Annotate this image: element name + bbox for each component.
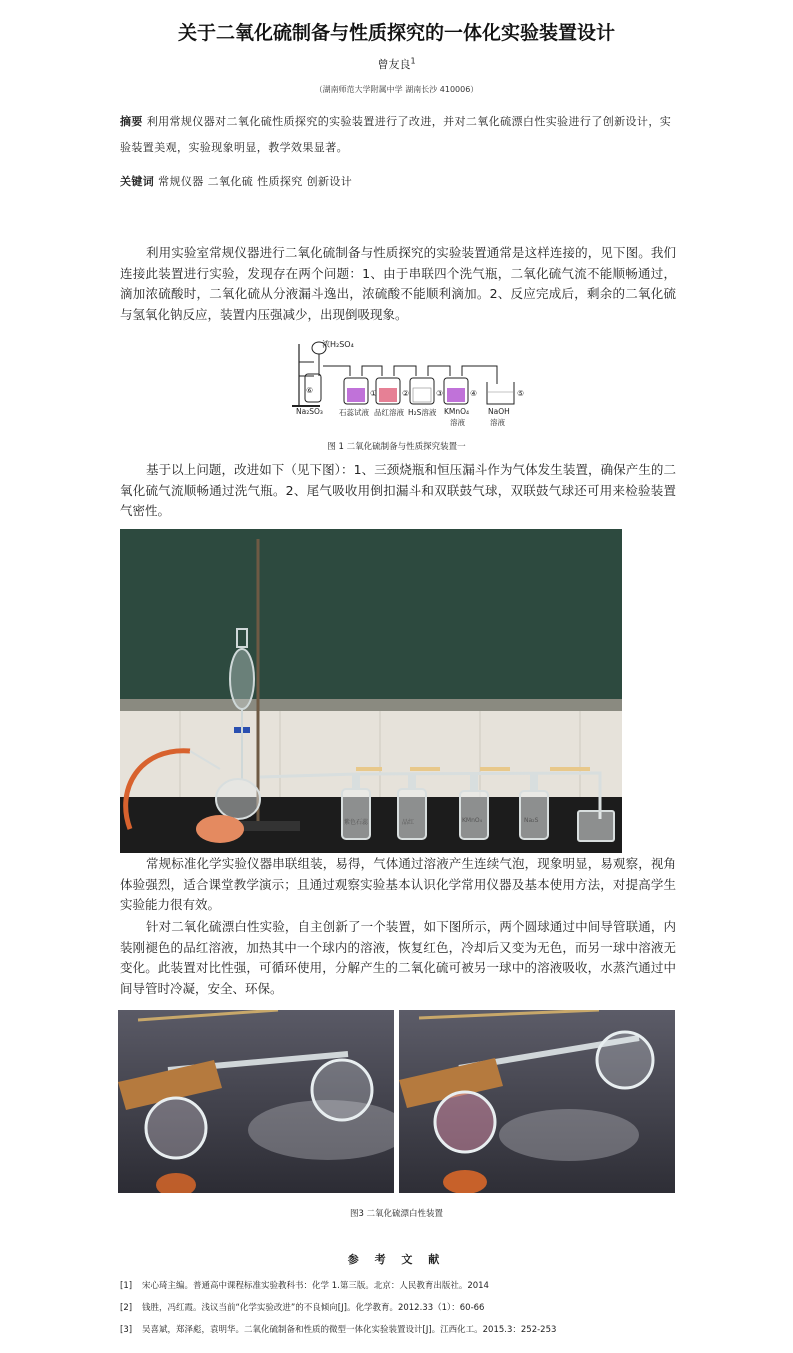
figure-3-photo-left	[118, 1010, 394, 1193]
paragraph-2: 基于以上问题，改进如下（见下图）：1、三颈烧瓶和恒压漏斗作为气体发生装置，确保产生的二氧化硫气流顺畅通过洗气瓶。2、尾气吸收用倒扣漏斗和双联鼓气球，双联鼓气球还可用来检验装置气密性。	[120, 462, 676, 518]
abstract-label: 摘要	[120, 115, 143, 128]
author-name: 曾友良	[377, 58, 411, 71]
keywords-text: 常规仪器 二氧化硫 性质探究 创新设计	[158, 175, 353, 188]
reference-2-number: [2]	[120, 1303, 133, 1313]
paragraph-1: 利用实验室常规仪器进行二氧化硫制备与性质探究的实验装置通常是这样连接的，见下图。我们连接此装置进行实验，发现存在两个问题：1、由于串联四个洗气瓶，二氧化硫气流不能顺畅通过，滴加浓硫酸时，二氧化硫从分液漏斗逸出，浓硫酸不能顺利滴加。2、反应完成后，剩余的二氧化硫与氢氧化钠反应，装置内压强减少，出现倒吸现象。	[120, 245, 676, 322]
reference-1	[120, 1279, 680, 1291]
figure-1-bottle-label-4b: 溶液	[450, 418, 465, 427]
figure-2-bottle-label-4: Na₂S	[524, 817, 539, 824]
reference-3-text: 吴喜斌，郑泽彪，袁明华。二氧化硫制备和性质的微型一体化实验装置设计[J]。江西化工。2015.3：252-253	[142, 1325, 557, 1335]
figure-1-number-2: ②	[402, 389, 410, 398]
figure-1-number-3: ③	[436, 389, 444, 398]
figure-2-bottle-label-1: 紫色石蕊	[344, 819, 369, 826]
figure-1-number-6: ⑥	[306, 386, 314, 395]
figure-1-bottle-label-5b: 溶液	[490, 418, 505, 427]
figure-1-bottle-label-3: H₂S溶液	[408, 408, 437, 417]
figure-2-bottle-label-2: 品红	[402, 819, 415, 826]
paper-title: 关于二氧化硫制备与性质探究的一体化实验装置设计	[177, 22, 615, 44]
figure-3-photo-right	[399, 1010, 675, 1193]
paragraph-4: 针对二氧化硫漂白性实验，自主创新了一个装置，如下图所示，两个圆球通过中间导管联通，内装刚褪色的品红溶液，加热其中一个球内的溶液，恢复红色，冷却后又变为无色，而另一球中溶液无变化。此装置对比性强，可循环使用，分解产生的二氧化硫可被另一球中的溶液吸收，水蒸汽通过中间导管时冷凝，安全、环保。	[120, 919, 676, 996]
figure-2-photo	[120, 529, 622, 853]
figure-1-number-1: ①	[370, 389, 378, 398]
reference-2	[120, 1301, 680, 1313]
author-line	[0, 56, 793, 72]
author-mark: 1	[410, 56, 416, 66]
figure-1-bottle-label-1: 石蕊试液	[339, 408, 369, 417]
figure-1-bottle-label-2: 品红溶液	[374, 408, 404, 417]
affiliation: （湖南师范大学附属中学 湖南长沙 410006）	[314, 85, 479, 94]
figure-2-bottle-label-3: KMnO₄	[462, 817, 483, 824]
keywords-label: 关键词	[120, 175, 155, 188]
reference-3	[120, 1323, 680, 1335]
reference-2-text: 钱胜，冯红霞。浅议当前“化学实验改进”的不良倾向[J]。化学教育。2012.33（1）：60-66	[142, 1303, 485, 1313]
reference-1-number: [1]	[120, 1281, 133, 1291]
figure-1-number-4: ④	[470, 389, 478, 398]
paragraph-3: 常规标准化学实验仪器串联组装，易得，气体通过溶液产生连续气泡，现象明显，易观察，视角体验强烈，适合课堂教学演示；且通过观察实验基本认识化学常用仪器及基本使用方法，对提高学生实验能力很有效。	[120, 856, 676, 912]
abstract-text: 利用常规仪器对二氧化硫性质探究的实验装置进行了改进，并对二氧化硫漂白性实验进行了创新设计，实验装置美观，实验现象明显，教学效果显著。	[120, 115, 672, 154]
keywords	[120, 172, 680, 192]
figure-1-number-5: ⑤	[517, 389, 525, 398]
figure-1-funnel-label: 浓H₂SO₄	[322, 340, 354, 349]
figure-1-caption: 图 1 二氧化硫制备与性质探究装置一	[327, 442, 466, 452]
reference-1-text: 宋心琦主编。普通高中课程标准实验教科书：化学 1.第三版。北京：人民教育出版社。2014	[142, 1281, 489, 1291]
figure-1-reactant-label: Na₂SO₃	[296, 407, 323, 416]
figure-1-diagram	[292, 336, 528, 432]
reference-3-number: [3]	[120, 1325, 133, 1335]
abstract	[120, 109, 680, 161]
figure-1-bottle-label-5: NaOH	[488, 407, 510, 416]
figure-1-bottle-label-4: KMnO₄	[444, 407, 470, 416]
figure-3-caption: 图3 二氧化硫漂白性装置	[349, 1209, 444, 1219]
references-heading: 参 考 文 献	[347, 1253, 446, 1266]
